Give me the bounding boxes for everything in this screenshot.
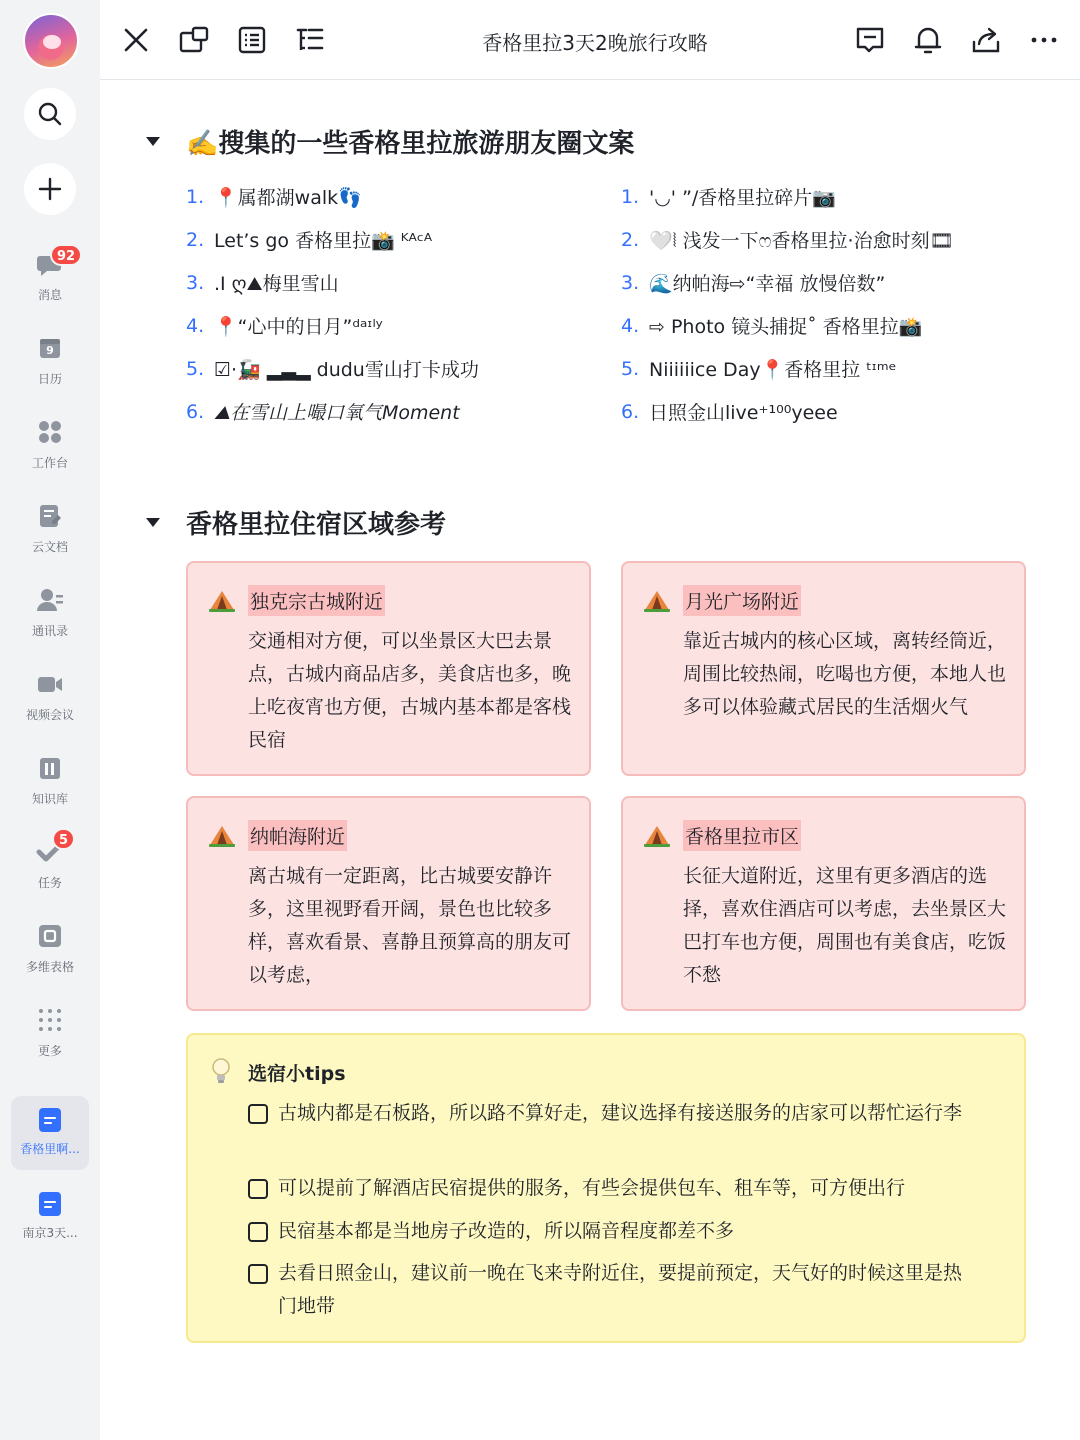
list-item — [186, 347, 479, 390]
list-text: 📍属都湖walk👣 — [214, 187, 362, 209]
card-body: 靠近古城内的核心区域，离转经筒近，周围比较热闹，吃喝也方便，本地人也多可以体验藏式居民的生活烟火气 — [683, 630, 1007, 718]
collapse-caret-icon[interactable] — [146, 137, 160, 146]
camping-tent-icon — [208, 588, 236, 612]
list-number: 1. — [621, 185, 640, 208]
sidebar-item-workplace[interactable] — [0, 412, 100, 486]
more-dots-grid-icon — [36, 1006, 64, 1034]
close-icon[interactable] — [120, 24, 152, 56]
list-item — [621, 304, 954, 347]
sidebar-item-wiki[interactable] — [0, 748, 100, 822]
list-item — [621, 261, 954, 304]
card-title: 香格里拉市区 — [683, 820, 801, 851]
search-button[interactable] — [24, 88, 76, 140]
captions-list-left — [186, 175, 479, 433]
card-body: 离古城有一定距离，比古城要安静许多，这里视野看开阔，景色也比较多样，喜欢看景、喜静且预算高的朋友可以考虑， — [248, 865, 572, 986]
todo-checkbox[interactable] — [248, 1264, 268, 1284]
todo-text: 古城内都是石板路，所以路不算好走，建议选择有接送服务的店家可以帮忙运行李 — [278, 1102, 963, 1124]
heading-text: 香格里拉住宿区域参考 — [186, 509, 447, 540]
cloud-doc-icon — [36, 502, 64, 530]
tasks-badge: 5 — [52, 828, 75, 850]
sidebar-item-calendar[interactable] — [0, 328, 100, 402]
list-text: 🤍⦚ 浅发一下ෆ香格里拉·治愈时刻🎞 — [649, 230, 954, 252]
list-number: 4. — [186, 314, 205, 337]
sidebar-item-video[interactable] — [0, 664, 100, 738]
list-number: 6. — [186, 400, 205, 423]
sidebar-item-label: 视频会议 — [25, 708, 74, 722]
list-item — [621, 175, 954, 218]
sidebar-item-tasks[interactable] — [0, 832, 100, 906]
todo-item — [248, 1097, 968, 1130]
list-text: .I ღ⛰梅里雪山 — [214, 273, 339, 295]
sidebar-item-label: 工作台 — [31, 456, 68, 470]
sidebar-item-label: 多维表格 — [25, 960, 74, 974]
list-number: 5. — [621, 357, 640, 380]
light-bulb-icon — [210, 1057, 232, 1085]
todo-checkbox[interactable] — [248, 1179, 268, 1199]
section-heading-captions[interactable] — [100, 123, 1080, 159]
card-body: 交通相对方便，可以坐景区大巴去景点，古城内商品店多，美食店也多，晚上吃夜宵也方便，古城内基本都是客栈民宿 — [248, 630, 572, 751]
todo-item — [248, 1257, 968, 1323]
card-title: 月光广场附近 — [683, 585, 801, 616]
doc-icon — [39, 1108, 61, 1132]
collapse-caret-icon[interactable] — [146, 518, 160, 527]
list-number: 3. — [186, 271, 205, 294]
messages-badge: 92 — [50, 244, 82, 266]
contacts-icon — [36, 586, 64, 614]
avatar[interactable] — [23, 13, 79, 69]
sidebar-item-contacts[interactable] — [0, 580, 100, 654]
list-item — [621, 218, 954, 261]
camping-tent-icon — [643, 823, 671, 847]
list-text: 📍“心中的日月”ᵈᵃᶦˡʸ — [214, 316, 383, 338]
add-button[interactable] — [24, 163, 76, 215]
todo-checkbox[interactable] — [248, 1104, 268, 1124]
sidebar-item-more[interactable] — [0, 1000, 100, 1074]
top-bar — [100, 0, 1080, 80]
list-item — [186, 304, 479, 347]
card-body: 长征大道附近，这里有更多酒店的选择，喜欢住酒店可以考虑，去坐景区大巴打车也方便，周围也有美食店，吃饭不愁 — [683, 865, 1007, 986]
list-number: 2. — [621, 228, 640, 251]
lodging-card — [186, 561, 591, 776]
camping-tent-icon — [643, 588, 671, 612]
sidebar-item-label: 通讯录 — [31, 624, 68, 638]
base-table-icon — [36, 922, 64, 950]
list-item — [621, 390, 954, 433]
sidebar-doc-label: 南京3天... — [22, 1226, 78, 1240]
camping-tent-icon — [208, 823, 236, 847]
knowledge-base-icon — [36, 754, 64, 782]
list-number: 6. — [621, 400, 640, 423]
document-body — [100, 81, 1080, 1440]
list-number: 5. — [186, 357, 205, 380]
grid-apps-icon — [36, 418, 64, 446]
sidebar-item-docs[interactable] — [0, 496, 100, 570]
list-number: 1. — [186, 185, 205, 208]
sidebar-item-messages[interactable] — [0, 244, 100, 318]
search-icon — [37, 101, 63, 127]
todo-checkbox[interactable] — [248, 1222, 268, 1242]
todo-text: 可以提前了解酒店民宿提供的服务，有些会提供包车、租车等，可方便出行 — [278, 1177, 906, 1199]
card-title: 独克宗古城附近 — [248, 585, 385, 616]
todo-item — [248, 1215, 968, 1248]
captions-list-right — [621, 175, 954, 433]
list-text: 🌊纳帕海⇨“幸福 放慢倍数” — [649, 273, 886, 295]
todo-text: 去看日照金山，建议前一晚在飞来寺附近住，要提前预定，天气好的时候这里是热门地带 — [278, 1262, 963, 1317]
doc-title: 香格里拉3天2晚旅行攻略 — [482, 31, 708, 55]
list-text: Niiiiiice Day📍香格里拉 ᵗᶦᵐᵉ — [649, 359, 897, 381]
list-text: '◡' ”/香格里拉碎片📷 — [649, 187, 836, 209]
list-item — [186, 218, 479, 261]
lodging-card — [621, 796, 1026, 1011]
list-text: ⇨ Photo 镜头捕捉˚ 香格里拉📸 — [649, 316, 923, 338]
list-number: 4. — [621, 314, 640, 337]
list-number: 2. — [186, 228, 205, 251]
sidebar-item-base[interactable] — [0, 916, 100, 990]
video-camera-icon — [36, 670, 64, 698]
sidebar-item-label: 日历 — [37, 372, 62, 386]
list-text: ⛰在雪山上嘬口氧气Moment — [214, 402, 460, 424]
card-title: 纳帕海附近 — [248, 820, 347, 851]
todo-text: 民宿基本都是当地房子改造的，所以隔音程度都差不多 — [278, 1220, 735, 1242]
sidebar-item-label: 知识库 — [31, 792, 68, 806]
list-item — [621, 347, 954, 390]
calendar-date: 9 — [46, 344, 54, 357]
sidebar-doc-shangrila[interactable] — [11, 1096, 89, 1170]
sidebar-doc-label: 香格里啊... — [20, 1142, 80, 1156]
heading-text: ✍️搜集的一些香格里拉旅游朋友圈文案 — [186, 128, 635, 159]
plus-icon — [37, 176, 63, 202]
list-text: ☑·🚂 ▂▃▂ dudu雪山打卡成功 — [214, 359, 479, 381]
sidebar — [0, 0, 100, 1440]
new-window-icon[interactable] — [178, 24, 210, 56]
tips-callout — [186, 1033, 1026, 1343]
list-item — [186, 261, 479, 304]
lodging-card — [186, 796, 591, 1011]
sidebar-item-label: 更多 — [37, 1044, 62, 1058]
bell-icon[interactable] — [912, 24, 944, 56]
outline-icon[interactable] — [294, 24, 326, 56]
sidebar-item-label: 消息 — [37, 288, 62, 302]
list-item — [186, 175, 479, 218]
todo-item — [248, 1172, 968, 1205]
share-icon[interactable] — [970, 24, 1002, 56]
tips-title: 选宿小tips — [248, 1063, 346, 1085]
list-text: 日照金山live⁺¹⁰⁰yeee — [649, 402, 838, 424]
comment-icon[interactable] — [854, 24, 886, 56]
list-text: Let’s go 香格里拉📸 ᴷᴬᶜᴬ — [214, 230, 433, 252]
list-item — [186, 390, 479, 433]
sidebar-item-label: 任务 — [37, 876, 62, 890]
section-heading-lodging[interactable] — [100, 504, 1080, 540]
doc-icon — [39, 1192, 61, 1216]
lodging-card — [621, 561, 1026, 776]
sidebar-item-label: 云文档 — [31, 540, 68, 554]
doc-info-icon[interactable] — [236, 24, 268, 56]
list-number: 3. — [621, 271, 640, 294]
sidebar-doc-nanjing[interactable] — [11, 1180, 89, 1254]
more-icon[interactable] — [1028, 24, 1060, 56]
